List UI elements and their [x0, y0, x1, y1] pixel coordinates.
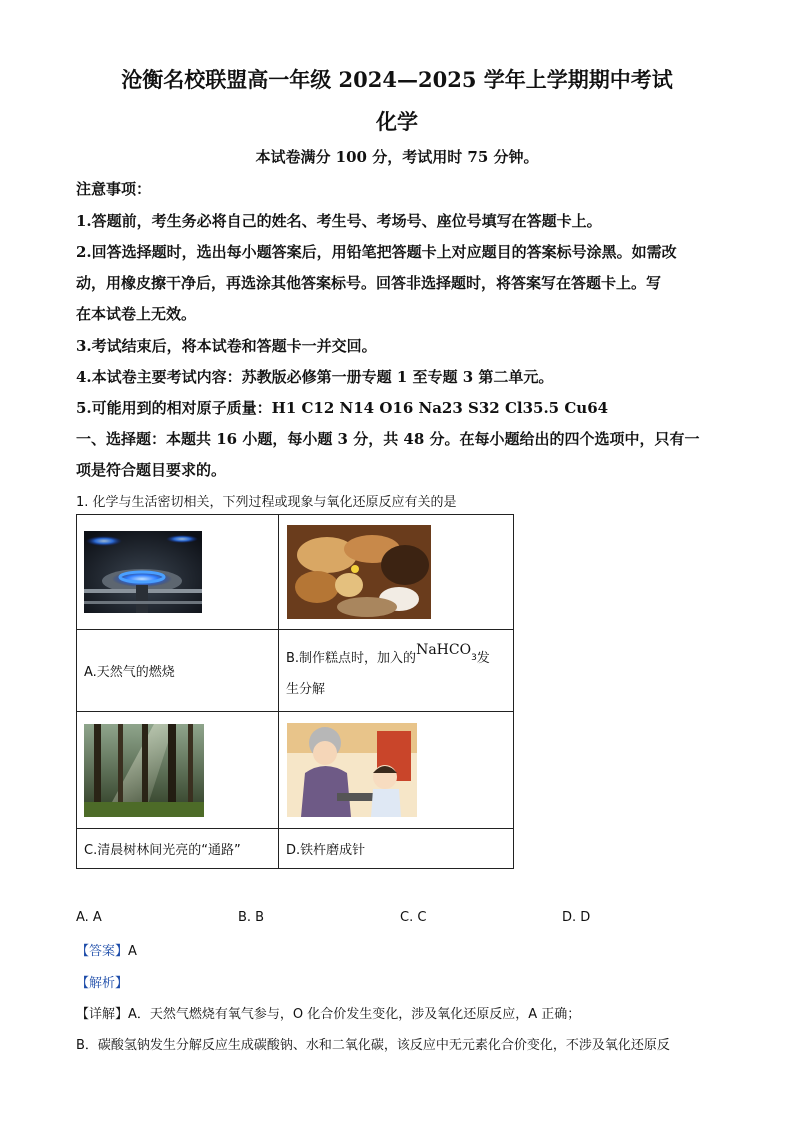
- option-b-text-end: 发: [476, 651, 490, 667]
- nahco3-subscript: 3: [471, 652, 477, 663]
- cell-image-d: [279, 712, 514, 829]
- section-header-line-1: 一、选择题：本题共 16 小题，每小题 3 分，共 48 分。在每小题给出的四个选项中，只有一: [76, 430, 700, 448]
- note-1: 1.答题前，考生务必将自己的姓名、考生号、考场号、座位号填写在答题卡上。: [76, 212, 602, 230]
- answer-label: 【答案】: [76, 944, 129, 959]
- note-2-line-3: 在本试卷上无效。: [76, 305, 197, 323]
- choice-c: C. C: [400, 910, 427, 925]
- detail-line-1: [76, 1003, 580, 1022]
- forest-light-image: [84, 724, 204, 817]
- detail-line-2: B．碳酸氢钠发生分解反应生成碳酸钠、水和二氧化碳，该反应中无元素化合价变化，不涉及氧化还原反: [76, 1038, 670, 1053]
- analysis-label: 【解析】: [76, 976, 129, 991]
- option-b-cell: [279, 630, 514, 712]
- answer-line: [76, 940, 137, 959]
- options-table: [76, 514, 514, 869]
- choice-a: A. A: [76, 910, 102, 925]
- section-header-line-2: 项是符合题目要求的。: [76, 461, 227, 479]
- question-stem: 1. 化学与生活密切相关，下列过程或现象与氧化还原反应有关的是: [76, 495, 457, 510]
- option-a-text: A.天然气的燃烧: [84, 665, 175, 680]
- option-c-cell: [77, 829, 279, 869]
- exam-info: 本试卷满分 100 分，考试用时 75 分钟。: [255, 148, 539, 166]
- option-b-text-line-2: 生分解: [286, 681, 326, 697]
- option-a-cell: [77, 630, 279, 712]
- bread-pastry-image: [287, 525, 431, 619]
- detail-text: A．天然气燃烧有氧气参与，O 化合价发生变化，涉及氧化还原反应，A 正确；: [128, 1007, 581, 1022]
- cell-image-c: [77, 712, 279, 829]
- option-d-cell: [279, 829, 514, 869]
- note-3: 3.考试结束后，将本试卷和答题卡一并交回。: [76, 337, 377, 355]
- option-c-text: C.清晨树林间光亮的“通路”: [84, 843, 241, 858]
- choice-d: D. D: [562, 910, 591, 925]
- answer-value: A: [128, 944, 137, 959]
- subject-title: 化学: [376, 109, 418, 134]
- gas-flame-image: [84, 531, 202, 613]
- choice-b: B. B: [238, 910, 265, 925]
- grandma-iron-rod-image: [287, 723, 417, 817]
- note-2-line-2: 动，用橡皮擦干净后，再选涂其他答案标号。回答非选择题时，将答案写在答题卡上。写: [76, 274, 662, 292]
- nahco3-formula: NaHCO: [416, 642, 472, 659]
- detail-label: 【详解】: [76, 1007, 129, 1022]
- cell-image-a: [77, 515, 279, 630]
- notes-heading: 注意事项：: [76, 180, 152, 198]
- option-b-text: B.制作糕点时，加入的: [286, 651, 417, 667]
- cell-image-b: [279, 515, 514, 630]
- exam-title: 沧衡名校联盟高一年级 2024—2025 学年上学期期中考试: [121, 67, 673, 92]
- note-2-line-1: 2.回答选择题时，选出每小题答案后，用铅笔把答题卡上对应题目的答案标号涂黑。如需改: [76, 243, 677, 261]
- note-4: 4.本试卷主要考试内容：苏教版必修第一册专题 1 至专题 3 第二单元。: [76, 368, 554, 386]
- note-5: 5.可能用到的相对原子质量：H1 C12 N14 O16 Na23 S32 Cl35.5 Cu64: [76, 399, 609, 417]
- option-d-text: D.铁杵磨成针: [286, 843, 366, 858]
